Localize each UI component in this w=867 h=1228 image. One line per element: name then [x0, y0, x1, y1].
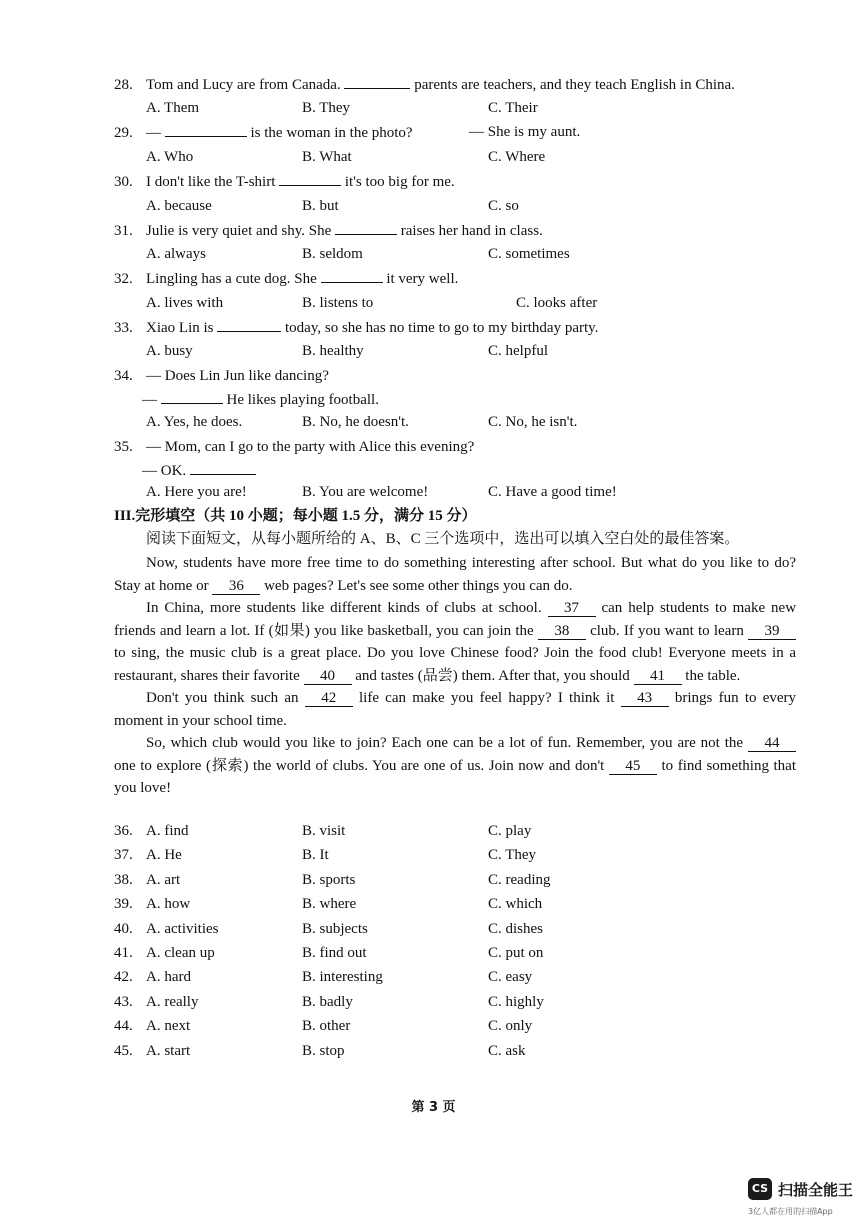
question-text: I don't like the T-shirt — [146, 174, 276, 190]
option-c: C. which — [488, 896, 543, 913]
question-29-answer: — She is my aunt. — [469, 124, 581, 140]
blank-39: 39 — [748, 623, 796, 640]
option-a: A. start — [146, 1042, 191, 1059]
option-c: C. so — [488, 198, 519, 214]
option-b: B. stop — [302, 1042, 345, 1059]
option-b: B. but — [302, 198, 339, 214]
choice-row — [114, 967, 674, 987]
blank-40: 40 — [304, 668, 352, 685]
option-b: B. subjects — [302, 920, 368, 937]
choice-number: 40. — [114, 920, 133, 937]
question-34 — [114, 366, 329, 386]
passage-paragraph: In China, more students like different kinds of clubs at school. 37 can help students to make new friends and learn a lot. If (如果) you like basketball, you can join the 38 club. If you want to learn 39 to sing, the music club is a great place. Do you love Chinese food? Join the food club! Everyone meets in a restaurant, shares their favorite 40 and tastes (品尝) them. After that, you should 41 the table. — [114, 600, 797, 684]
answer-blank — [165, 122, 247, 137]
choice-row — [114, 919, 674, 939]
answer-blank — [161, 389, 223, 404]
question-text: — — [142, 392, 157, 408]
option-a: A. always — [146, 246, 206, 262]
option-b: B. badly — [302, 993, 353, 1010]
option-a: A. lives with — [146, 295, 224, 311]
option-b: B. seldom — [302, 246, 363, 262]
question-number: 30. — [114, 174, 133, 190]
blank-44: 44 — [748, 735, 796, 752]
question-text: He likes playing football. — [226, 392, 379, 408]
option-a: A. activities — [146, 920, 219, 937]
answer-blank — [321, 268, 383, 283]
question-text: parents are teachers, and they teach English in China. — [414, 77, 735, 93]
option-c: C. looks after — [516, 295, 598, 311]
option-c: C. dishes — [488, 920, 544, 937]
question-29 — [114, 122, 413, 143]
option-a: A. next — [146, 1018, 191, 1035]
option-b: B. It — [302, 847, 329, 864]
question-32 — [114, 268, 458, 289]
question-33 — [114, 317, 598, 338]
choice-row — [114, 894, 674, 914]
option-a: A. really — [146, 993, 199, 1010]
question-number: 31. — [114, 223, 133, 239]
option-c: C. Their — [488, 100, 538, 116]
question-text: is the woman in the photo? — [250, 125, 413, 141]
option-a: A. busy — [146, 343, 193, 359]
question-text: — OK. — [142, 463, 187, 479]
watermark-name: 扫描全能王 — [778, 1181, 854, 1199]
option-b: B. find out — [302, 945, 367, 961]
option-c: C. play — [488, 823, 532, 839]
option-a: A. find — [146, 823, 189, 839]
option-c: C. ask — [488, 1042, 526, 1059]
option-a: A. Here you are! — [146, 484, 247, 500]
section-title: III.完形填空（共 10 小题；每小题 1.5 分，满分 15 分） — [114, 508, 477, 524]
question-number: 35. — [114, 439, 133, 455]
choice-row — [114, 821, 674, 841]
question-number: 28. — [114, 77, 133, 93]
passage-paragraph: Don't you think such an 42 life can make you feel happy? I think it 43 brings fun to every moment in your school time. — [114, 690, 797, 729]
option-b: B. What — [302, 149, 352, 165]
choice-number: 37. — [114, 847, 133, 864]
choice-row — [114, 845, 674, 865]
option-c: C. They — [488, 847, 537, 864]
question-text: Lingling has a cute dog. She — [146, 271, 317, 287]
option-c: C. reading — [488, 871, 551, 888]
question-number: 34. — [114, 368, 133, 384]
option-c: C. put on — [488, 945, 544, 961]
question-35-line2 — [142, 460, 256, 481]
question-35 — [114, 437, 474, 457]
option-a: A. He — [146, 847, 182, 864]
question-text: Tom and Lucy are from Canada. — [146, 77, 341, 93]
answer-blank — [335, 220, 397, 235]
option-b: B. No, he doesn't. — [302, 414, 409, 430]
camscanner-logo: CS — [748, 1178, 772, 1200]
watermark-subtitle: 3亿人都在用的扫描App — [748, 1207, 833, 1216]
option-a: A. clean up — [146, 945, 215, 961]
option-c: C. highly — [488, 993, 544, 1010]
question-28 — [114, 74, 735, 95]
question-text: Julie is very quiet and shy. She — [146, 223, 332, 239]
option-b: B. healthy — [302, 343, 364, 359]
choice-row — [114, 1016, 674, 1036]
question-number: 29. — [114, 125, 133, 141]
option-c: C. Have a good time! — [488, 484, 617, 500]
blank-42: 42 — [305, 690, 353, 707]
blank-36: 36 — [212, 578, 260, 595]
blank-37: 37 — [548, 600, 596, 617]
option-b: B. sports — [302, 871, 356, 888]
answer-blank — [279, 171, 341, 186]
cloze-passage — [114, 552, 796, 800]
passage-paragraph: Now, students have more free time to do something interesting after school. But what do you like to do? Stay at home or 36 web pages? Let's see some other things you can do. — [114, 555, 796, 594]
blank-43: 43 — [621, 690, 669, 707]
choice-number: 44. — [114, 1018, 133, 1035]
option-c: C. only — [488, 1018, 533, 1035]
question-number: 33. — [114, 320, 133, 336]
question-text: — Does Lin Jun like dancing? — [146, 368, 329, 384]
question-34-line2 — [142, 389, 379, 410]
question-text: it's too big for me. — [344, 174, 455, 190]
choice-row — [114, 943, 674, 963]
option-a: A. Yes, he does. — [146, 414, 243, 430]
choice-number: 36. — [114, 823, 133, 839]
choice-row — [114, 1041, 674, 1061]
option-b: B. other — [302, 1018, 351, 1035]
option-a: A. art — [146, 871, 181, 888]
option-b: B. You are welcome! — [302, 484, 429, 500]
answer-blank — [344, 74, 410, 89]
question-text: — Mom, can I go to the party with Alice this evening? — [146, 439, 475, 455]
choice-number: 45. — [114, 1042, 133, 1059]
choice-number: 41. — [114, 945, 133, 961]
option-b: B. where — [302, 896, 357, 913]
blank-41: 41 — [634, 668, 682, 685]
passage-paragraph: So, which club would you like to join? Each one can be a lot of fun. Remember, you are not the 44 one to explore (探索) the world of clubs. You are one of us. Join now and don't 45 to find something that you love! — [114, 735, 797, 796]
option-a: A. Them — [146, 100, 200, 116]
question-text: it very well. — [386, 271, 459, 287]
option-b: B. interesting — [302, 969, 383, 986]
question-text: Xiao Lin is — [146, 320, 214, 336]
choice-row — [114, 870, 674, 890]
option-a: A. because — [146, 198, 212, 214]
answer-blank — [217, 317, 281, 332]
choice-row — [114, 992, 674, 1012]
question-31 — [114, 220, 543, 241]
answer-blank — [190, 460, 256, 475]
option-b: B. They — [302, 100, 351, 116]
option-c: C. sometimes — [488, 246, 570, 262]
page-number: 第 3 页 — [411, 1100, 456, 1115]
question-text: raises her hand in class. — [400, 223, 543, 239]
blank-38: 38 — [538, 623, 586, 640]
option-c: C. easy — [488, 969, 533, 986]
section-instruction: 阅读下面短文，从每小题所给的 A、B、C 三个选项中，选出可以填入空白处的最佳答案。 — [146, 531, 740, 547]
option-a: A. Who — [146, 149, 194, 165]
option-c: C. No, he isn't. — [488, 414, 578, 430]
option-b: B. listens to — [302, 295, 374, 311]
choice-number: 43. — [114, 993, 133, 1010]
option-b: B. visit — [302, 823, 346, 839]
option-a: A. how — [146, 896, 191, 913]
choice-number: 39. — [114, 896, 133, 913]
question-text: — — [146, 125, 161, 141]
option-a: A. hard — [146, 969, 191, 986]
option-c: C. Where — [488, 149, 546, 165]
question-30 — [114, 171, 455, 192]
option-c: C. helpful — [488, 343, 548, 359]
question-text: today, so she has no time to go to my birthday party. — [285, 320, 599, 336]
blank-45: 45 — [609, 758, 657, 775]
choice-number: 38. — [114, 871, 133, 888]
question-number: 32. — [114, 271, 133, 287]
choice-number: 42. — [114, 969, 133, 986]
